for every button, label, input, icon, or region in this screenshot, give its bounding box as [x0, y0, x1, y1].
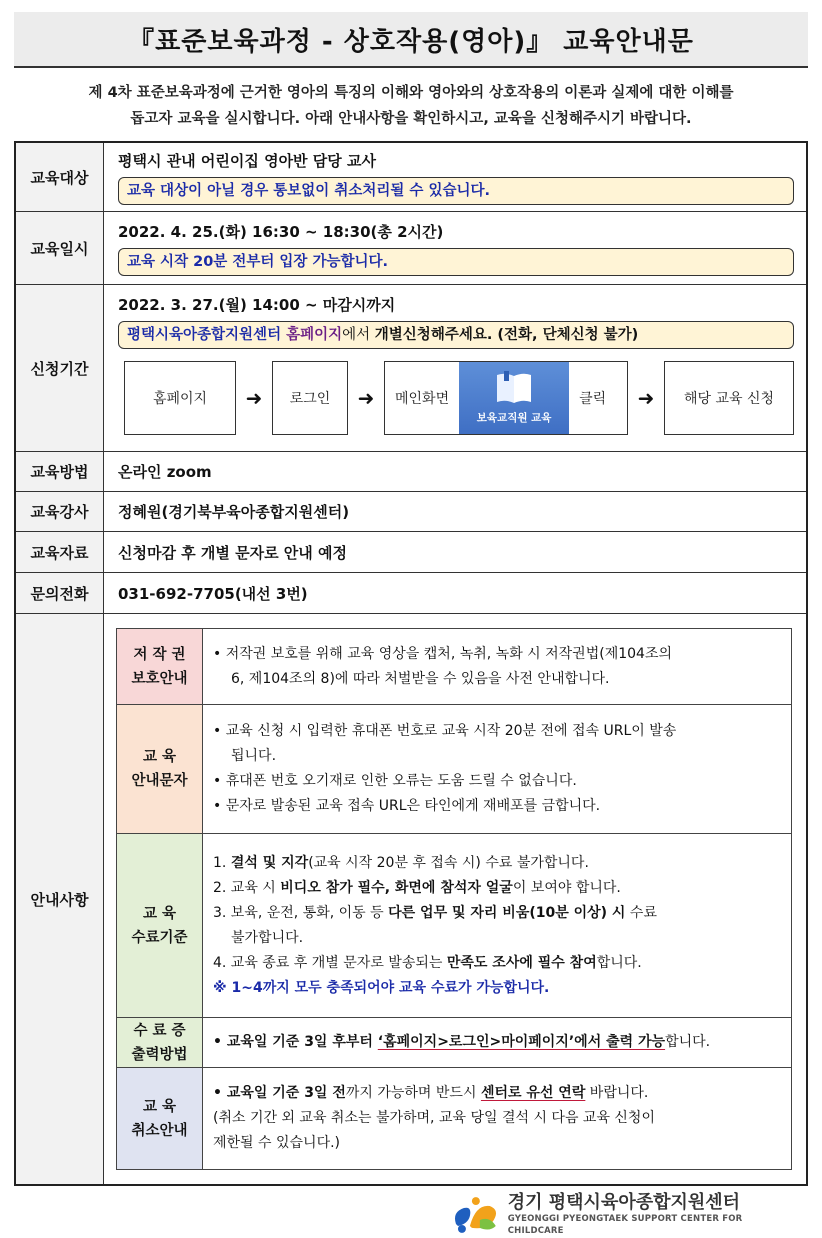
row-label: 교육강사 — [15, 492, 104, 532]
notice-label: 교 육 안내문자 — [117, 705, 203, 834]
method-text: 온라인 zoom — [104, 452, 808, 492]
notice-table — [116, 628, 792, 1170]
arrow-icon: ➜ — [637, 386, 655, 410]
row-label: 안내사항 — [15, 614, 104, 1186]
completion-item-1: 1. 결석 및 지각(교육 시작 20분 후 접속 시) 수료 불가합니다. — [213, 854, 589, 871]
row-label: 신청기간 — [15, 285, 104, 452]
center-logo-icon — [450, 1196, 502, 1234]
center-logo-english: GYEONGGI PYEONGTAEK SUPPORT CENTER FOR CHILDCARE — [507, 1214, 743, 1236]
row-method — [15, 452, 807, 492]
flow-step-main — [384, 361, 628, 435]
flow-step-homepage: 홈페이지 — [124, 361, 236, 435]
notice-label: 교 육 수료기준 — [117, 834, 203, 1018]
center-logo — [450, 1192, 800, 1236]
intro-line-1: 제 4차 표준보육과정에 근거한 영아의 특징의 이해와 영아와의 상호작용의 이론과 실제에 대한 이해를 — [88, 85, 734, 101]
row-date — [15, 212, 807, 285]
notice-completion: 교 육 수료기준 1. 결석 및 지각(교육 시작 20분 후 접속 시) 수료 불가합니다. 2. 교육 시 비디오 참가 필수, 화면에 참석자 얼굴이 보여야 합니다. 3. 보육, 운전, 통화, 이동 등 다른 업무 및 자리 비움(10분 이상) 시 수료 불가합니다. 4. 교육 종료 후 개별 문자로 발송되는 만족도 조사에 필수 참여합니다. ※ 1~4까지 모두 충족되어야 교육 수료가 가능합니다. — [117, 834, 792, 1018]
row-instructor — [15, 492, 807, 532]
notice-label: 수 료 증 출력방법 — [117, 1018, 203, 1068]
completion-item-4: 4. 교육 종료 후 개별 문자로 발송되는 만족도 조사에 필수 참여합니다. — [213, 954, 642, 971]
education-card-label: 보육교직원 교육 — [476, 412, 552, 424]
notice-copyright: 저 작 권 보호안내 • 저작권 보호를 위해 교육 영상을 캡처, 녹취, 녹화 시 저작권법(제104조의 6, 제104조의 8)에 따라 처벌받을 수 있음을 사전 안내합니다. — [117, 629, 792, 705]
material-text: 신청마감 후 개별 문자로 안내 예정 — [104, 532, 808, 573]
row-notice — [15, 614, 807, 1186]
row-phone — [15, 573, 807, 614]
intro-text — [20, 80, 802, 132]
flow-main-label: 메인화면 — [395, 391, 450, 407]
flow-click-label: 클릭 — [579, 391, 607, 407]
notice-certificate: 수 료 증 출력방법 • 교육일 기준 3일 후부터 ‘홈페이지>로그인>마이페이지’에서 출력 가능합니다. — [117, 1018, 792, 1068]
date-text: 2022. 4. 25.(화) 16:30 ~ 18:30(총 2시간) — [118, 223, 444, 241]
phone-text: 031-692-7705(내선 3번) — [104, 573, 808, 614]
center-logo-name: 경기 평택시육아종합지원센터 — [507, 1192, 741, 1213]
intro-line-2: 돕고자 교육을 실시합니다. 아래 안내사항을 확인하시고, 교육을 신청해주시기 바랍니다. — [130, 111, 692, 127]
completion-item-3: 3. 보육, 운전, 통화, 이동 등 다른 업무 및 자리 비움(10분 이상) 시 수료 — [213, 904, 657, 921]
period-note: 평택시육아종합지원센터 홈페이지에서 개별신청해주세요. (전화, 단체신청 불가) — [118, 321, 794, 349]
apply-flow — [124, 361, 794, 435]
notice-label: 저 작 권 보호안내 — [117, 629, 203, 705]
target-note: 교육 대상이 아닐 경우 통보없이 취소처리될 수 있습니다. — [118, 177, 794, 205]
row-label: 교육자료 — [15, 532, 104, 573]
page-title: 『표준보육과정 - 상호작용(영아)』 교육안내문 — [14, 12, 808, 68]
row-label: 교육일시 — [15, 212, 104, 285]
row-label: 교육방법 — [15, 452, 104, 492]
row-period — [15, 285, 807, 452]
row-material — [15, 532, 807, 573]
target-text: 평택시 관내 어린이집 영아반 담당 교사 — [118, 152, 376, 170]
notice-label: 교 육 취소안내 — [117, 1068, 203, 1170]
completion-item-2: 2. 교육 시 비디오 참가 필수, 화면에 참석자 얼굴이 보여야 합니다. — [213, 879, 621, 896]
flow-step-apply: 해당 교육 신청 — [664, 361, 794, 435]
flow-step-login: 로그인 — [272, 361, 348, 435]
notice-sms: 교 육 안내문자 • 교육 신청 시 입력한 휴대폰 번호로 교육 시작 20분 전에 접속 URL이 발송 됩니다. • 휴대폰 번호 오기재로 인한 오류는 도움 드릴 수 없습니다. • 문자로 발송된 교육 접속 URL은 타인에게 재배포를 금합니다. — [117, 705, 792, 834]
period-text: 2022. 3. 27.(월) 14:00 ~ 마감시까지 — [118, 296, 396, 314]
education-card — [459, 362, 569, 434]
notice-cancel: 교 육 취소안내 • 교육일 기준 3일 전까지 가능하며 반드시 센터로 유선 연락 바랍니다. (취소 기간 외 교육 취소는 불가하며, 교육 당일 결석 시 다음 교육 신청이 제한될 수 있습니다.) — [117, 1068, 792, 1170]
row-label: 교육대상 — [15, 142, 104, 212]
date-note: 교육 시작 20분 전부터 입장 가능합니다. — [118, 248, 794, 276]
arrow-icon: ➜ — [245, 386, 263, 410]
book-icon — [495, 371, 533, 405]
completion-note: ※ 1~4까지 모두 충족되어야 교육 수료가 가능합니다. — [213, 979, 550, 996]
arrow-icon: ➜ — [357, 386, 375, 410]
row-label: 문의전화 — [15, 573, 104, 614]
row-target — [15, 142, 807, 212]
info-table — [14, 141, 808, 1186]
instructor-text: 정혜원(경기북부육아종합지원센터) — [104, 492, 808, 532]
